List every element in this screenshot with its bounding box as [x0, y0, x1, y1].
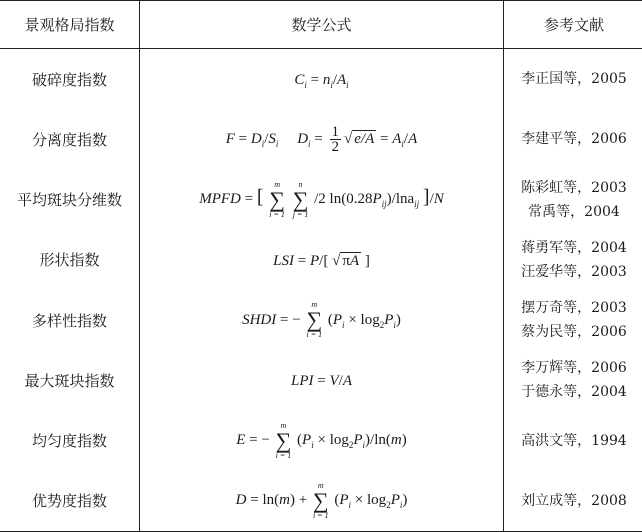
index-name: 破碎度指数: [0, 49, 140, 110]
reference: 刘立成等，2008: [521, 492, 627, 509]
table-row: [0, 169, 642, 229]
index-name: 平均斑块分维数: [0, 169, 140, 229]
reference-cell: [504, 49, 642, 110]
index-name: 形状指数: [0, 230, 140, 290]
index-name: 优势度指数: [0, 471, 140, 532]
reference: 陈彩虹等，2003: [521, 179, 627, 196]
header-reference: 参考文献: [504, 1, 642, 49]
reference-cell: [504, 169, 642, 229]
table-row: [0, 471, 642, 532]
index-name: 分离度指数: [0, 109, 140, 169]
table-row: [0, 290, 642, 350]
table-row: [0, 49, 642, 110]
header-index-name: 景观格局指数: [0, 1, 140, 49]
reference-cell: [504, 230, 642, 290]
header-row: [0, 1, 642, 49]
formula-isolation: $F = D_i/S_i$ $D_i$ = $\frac{1}{2}$ √ $e/A = A_i/A$: [140, 109, 504, 169]
reference-cell: [504, 350, 642, 410]
index-name: 均匀度指数: [0, 410, 140, 470]
reference-cell: [504, 290, 642, 350]
formula-dominance: D = ln(m) + m ∑ i = 1 $(P_i \times \log_2P_i)$: [140, 471, 504, 532]
formula-fragmentation: $C_i = n_i/A_i$: [140, 49, 504, 110]
reference: 李建平等，2006: [521, 131, 627, 148]
reference: 李万辉等，2006: [521, 360, 627, 377]
formula-evenness: E = − m ∑ i = 1 $(P_i \times \log_2P_i)/\ln(m)$: [140, 410, 504, 470]
reference: 高洪文等，1994: [521, 432, 627, 449]
formula-lsi: LSI = P/[ √ πA ]: [140, 230, 504, 290]
index-name: 多样性指数: [0, 290, 140, 350]
reference: 蒋勇军等，2004: [521, 239, 627, 256]
reference: 李正国等，2005: [521, 71, 627, 88]
reference-cell: [504, 471, 642, 532]
reference: 摆万奇等，2003: [521, 300, 627, 317]
reference: 汪爱华等，2003: [521, 263, 627, 280]
table-row: [0, 350, 642, 410]
table-row: [0, 410, 642, 470]
header-formula: 数学公式: [140, 1, 504, 49]
reference: 于德永等，2004: [521, 384, 627, 401]
formula-mpfd: MPFD = [ m ∑ i = 1 n ∑ j = 1 /2 $\ln(0.28P_{ij})/\ln a_{ij}$ ]/N: [140, 169, 504, 229]
reference: 蔡为民等，2006: [521, 324, 627, 341]
reference-cell: [504, 109, 642, 169]
reference-cell: [504, 410, 642, 470]
formula-lpi: LPI = V/A: [140, 350, 504, 410]
table-row: [0, 109, 642, 169]
reference: 常禹等，2004: [528, 203, 620, 220]
index-name: 最大斑块指数: [0, 350, 140, 410]
table-row: [0, 230, 642, 290]
formula-shdi: SHDI = − m ∑ i = 1 $(P_i \times \log_2P_i)$: [140, 290, 504, 350]
